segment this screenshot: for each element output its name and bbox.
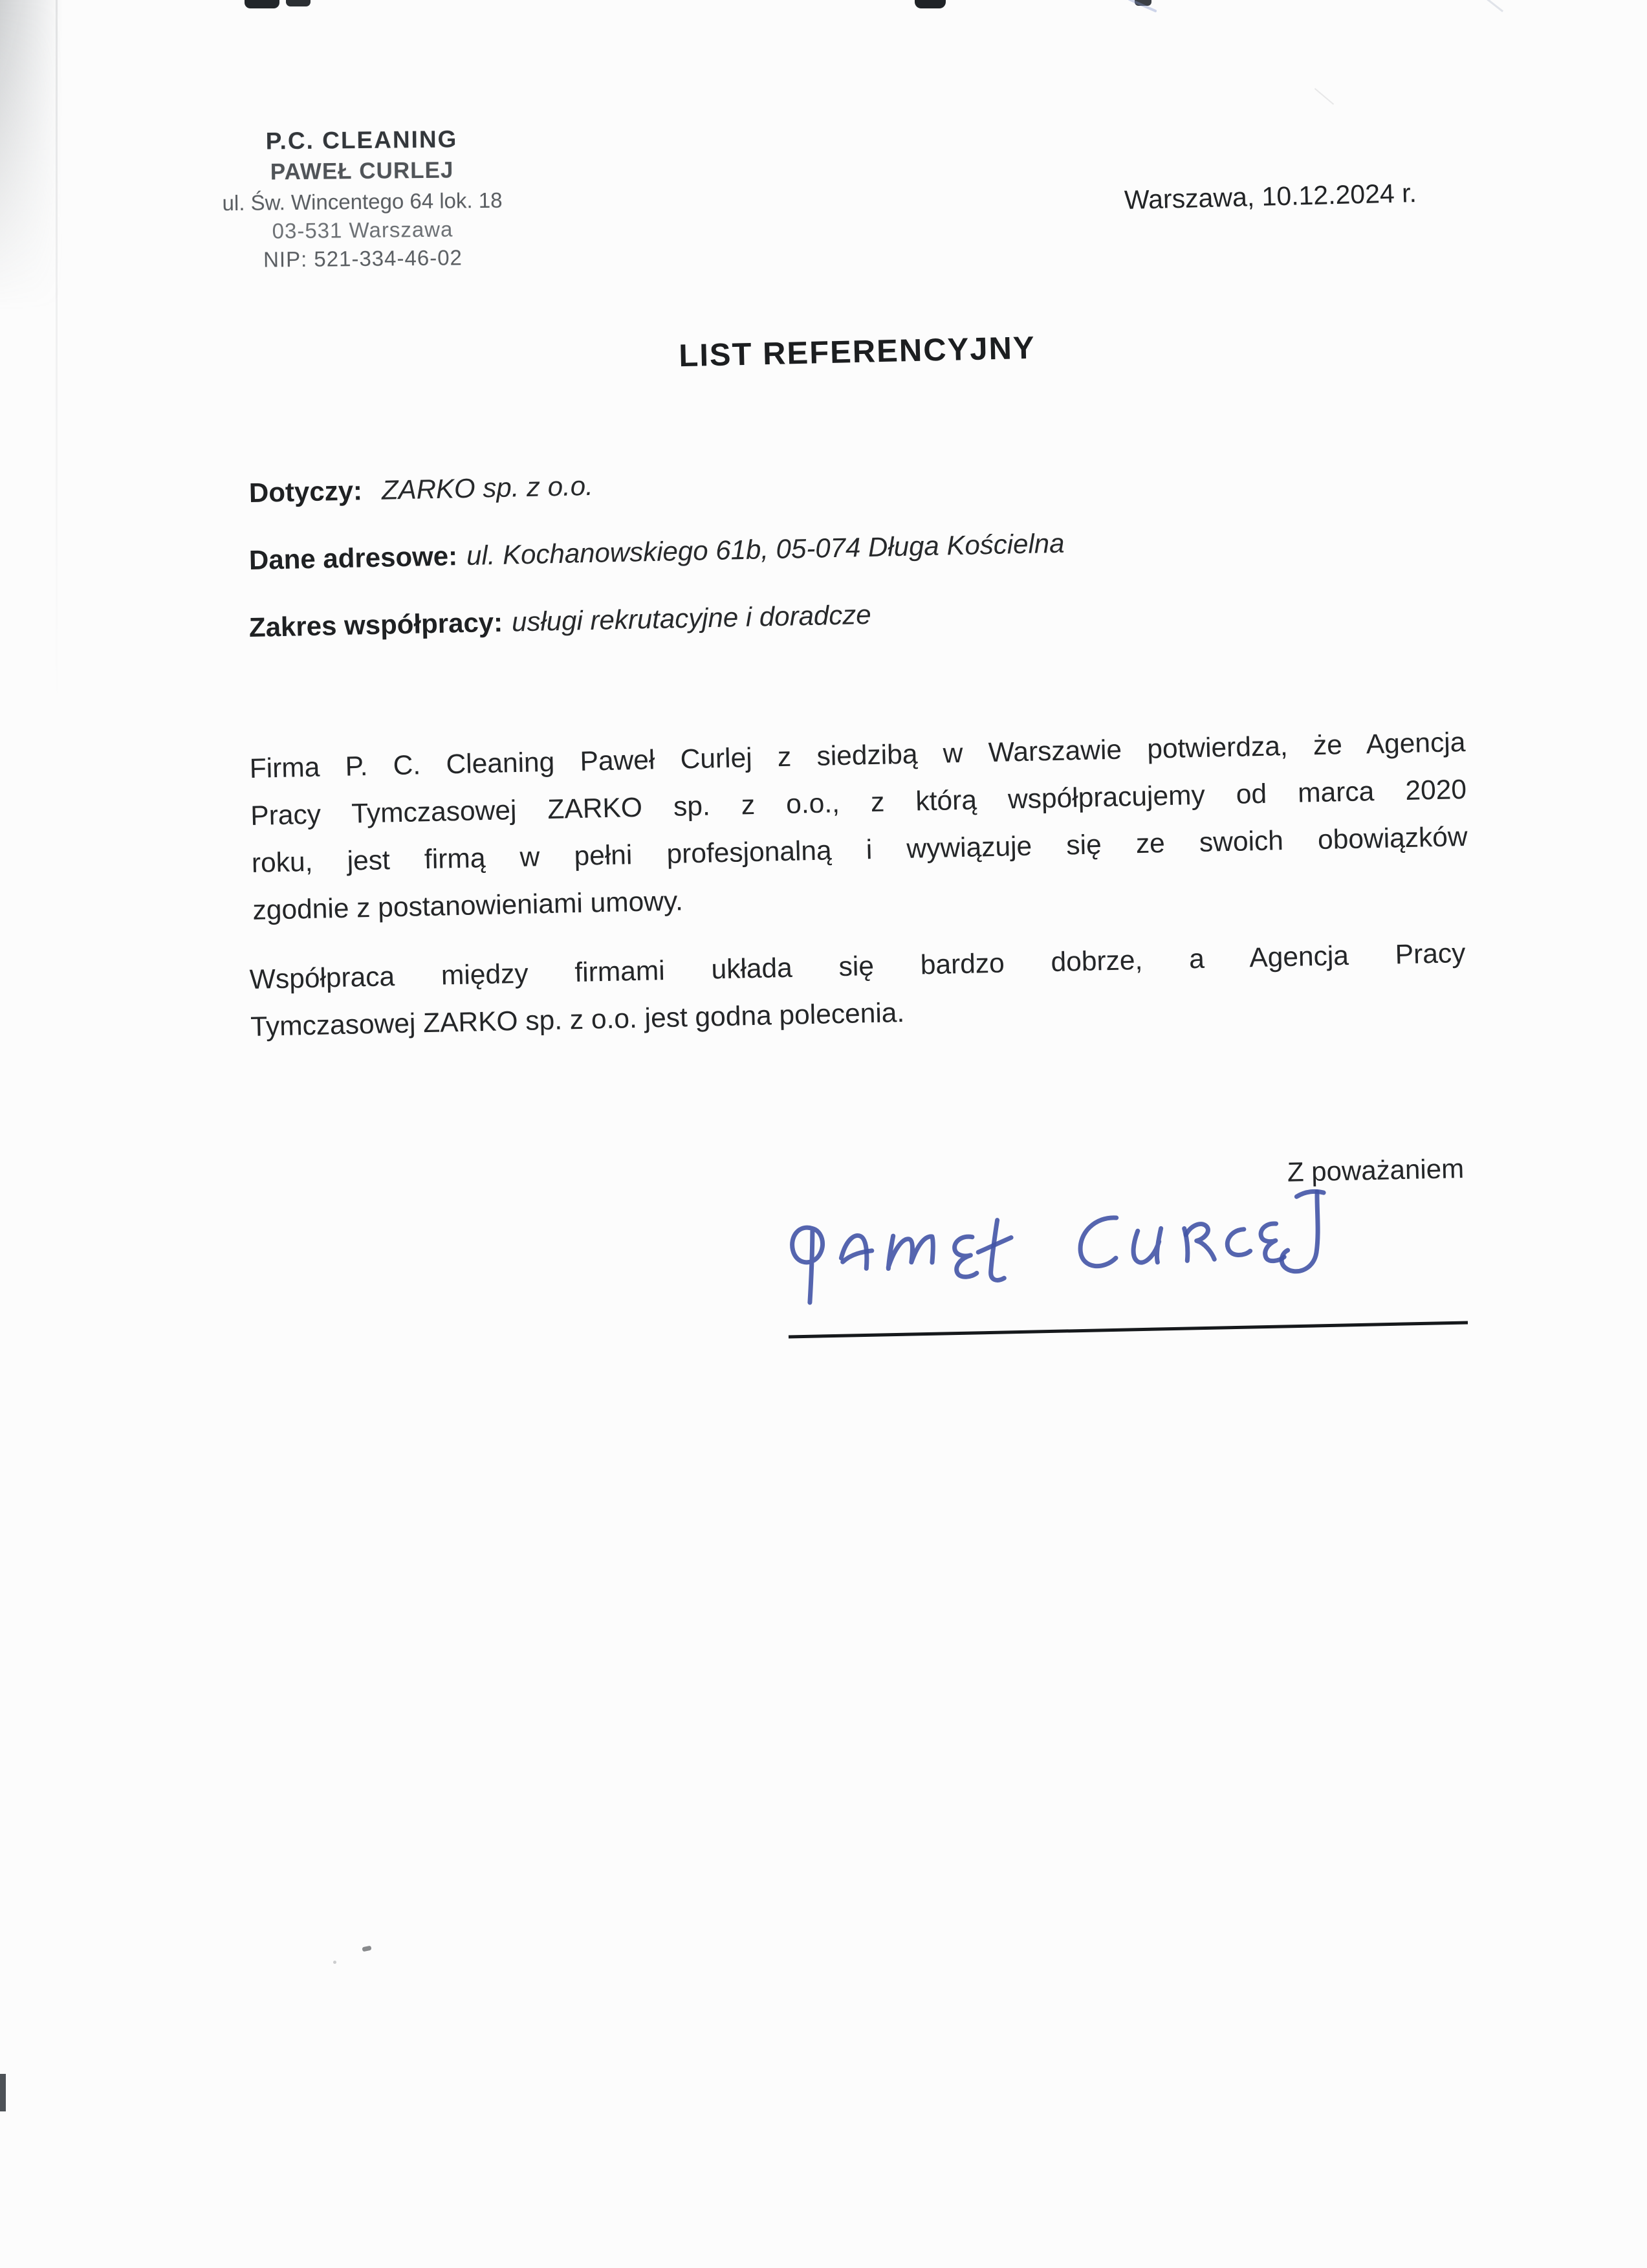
ink-speck [362, 1946, 371, 1952]
address-row [248, 528, 1064, 576]
stamp-company-name: P.C. CLEANING [265, 126, 458, 155]
ink-speck-faint [333, 1961, 336, 1964]
paragraph-1 [249, 719, 1469, 934]
subject-row [248, 470, 593, 509]
subject-label: Dotyczy: [248, 475, 363, 508]
signature-line [786, 1315, 1472, 1342]
subject-value: ZARKO sp. z o.o. [381, 470, 594, 505]
body-line: Tymczasowej ZARKO sp. z o.o. jest godna polecenia. [250, 997, 905, 1042]
valediction: Z poważaniem [1287, 1153, 1465, 1187]
scan-artifact-top-3 [915, 0, 946, 8]
scanner-edge-shadow [0, 0, 63, 311]
document-title: LIST REFERENCYJNY [678, 330, 1036, 374]
address-value: ul. Kochanowskiego 61b, 05-074 Długa Kościelna [466, 527, 1065, 571]
scan-artifact-faint-scratch [1314, 88, 1334, 105]
stamp-owner-name: PAWEŁ CURLEJ [270, 157, 454, 185]
scan-artifact-bottom-edge [0, 2074, 6, 2111]
paragraph-2 [249, 930, 1467, 1051]
scope-row [248, 599, 871, 643]
signature-line-svg [786, 1315, 1472, 1342]
address-label: Dane adresowe: [248, 540, 458, 575]
stamp-street: ul. Św. Wincentego 64 lok. 18 [222, 188, 503, 215]
stamp-nip: NIP: 521-334-46-02 [263, 245, 463, 272]
scope-value: usługi rekrutacyjne i doradcze [511, 599, 872, 637]
scan-artifact-top-2 [286, 0, 311, 6]
scope-label: Zakres współpracy: [248, 606, 503, 643]
company-stamp [210, 126, 515, 273]
body-line: roku, jest firmą w pełni profesjonalną i wywiązuje się ze swoich obowiązków [251, 821, 1468, 879]
stamp-city: 03-531 Warszawa [272, 217, 453, 243]
scan-artifact-scratch [1479, 0, 1503, 12]
body-line: Firma P. C. Cleaning Paweł Curlej z siedzibą w Warszawie potwierdza, że Agencja [249, 727, 1466, 784]
scanner-edge-line [56, 0, 58, 712]
body-line: zgodnie z postanowieniami umowy. [252, 886, 684, 926]
scan-artifact-top-1 [245, 0, 279, 8]
place-and-date: Warszawa, 10.12.2024 r. [1124, 177, 1417, 215]
body-line: Współpraca między firmami układa się bardzo dobrze, a Agencja Pracy [249, 938, 1466, 995]
body-line: Pracy Tymczasowej ZARKO sp. z o.o., z którą współpracujemy od marca 2020 [250, 774, 1467, 831]
